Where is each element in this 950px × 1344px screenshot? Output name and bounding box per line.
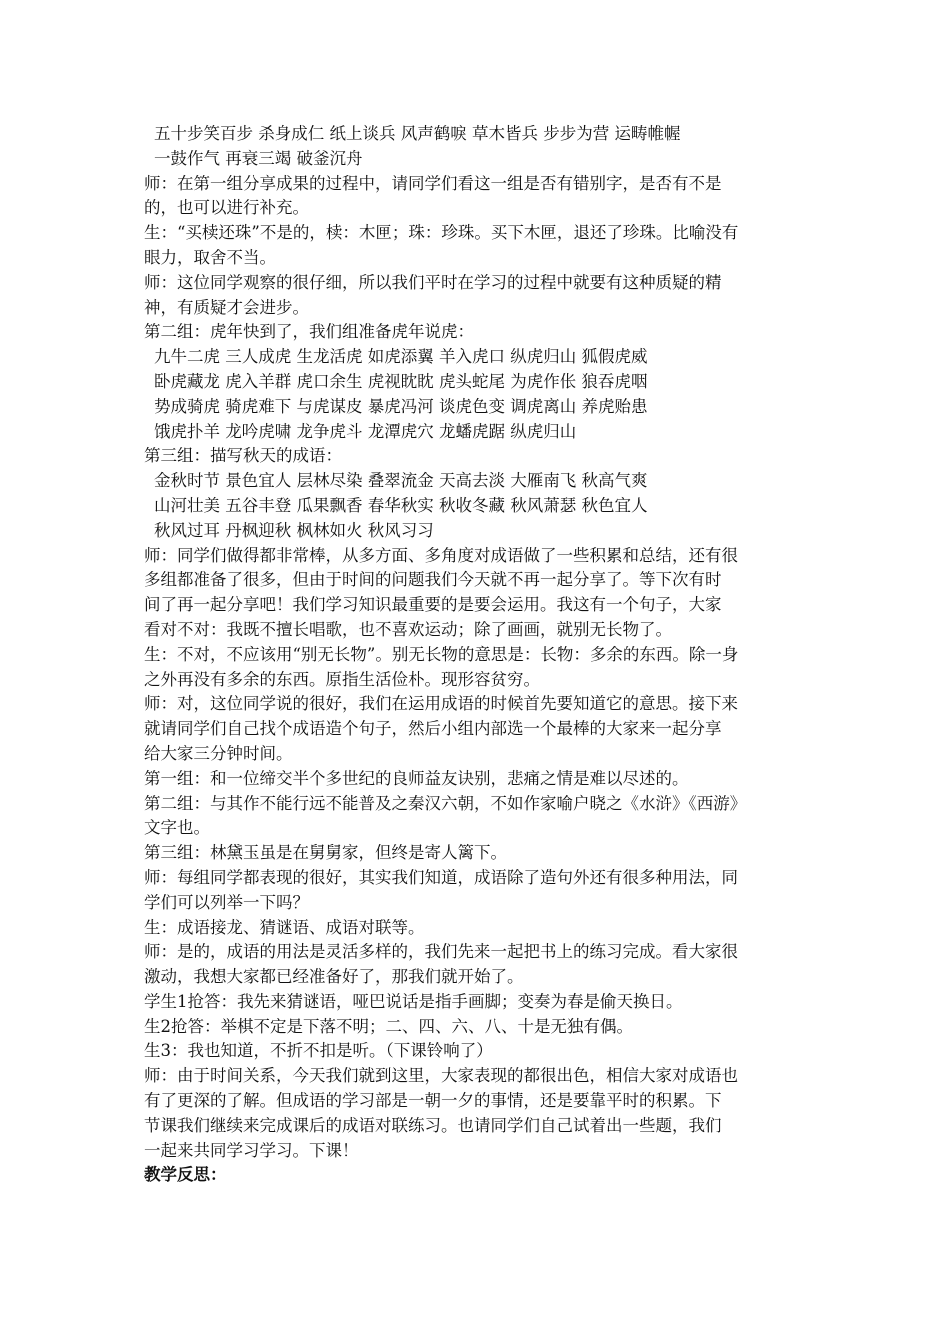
text-line: 看对不对：我既不擅长唱歌，也不喜欢运动；除了画画，就别无长物了。 [144, 619, 672, 639]
text-line: 之外再没有多余的东西。原指生活俭朴。现形容贫穷。 [144, 669, 540, 689]
document-page [144, 122, 810, 1188]
text-line: 多组都准备了很多，但由于时间的问题我们今天就不再一起分享了。等下次有时 [144, 570, 722, 590]
text-line: 卧虎藏龙 虎入羊群 虎口余生 虎视眈眈 虎头蛇尾 为虎作伥 狼吞虎咽 [154, 371, 648, 391]
text-line: 一鼓作气 再衰三竭 破釜沉舟 [154, 148, 363, 168]
text-line: 给大家三分钟时间。 [144, 743, 293, 763]
text-line: 就请同学们自己找个成语造个句子，然后小组内部选一个最棒的大家来一起分享 [144, 719, 722, 739]
text-line: 第三组：描写秋天的成语： [144, 446, 342, 466]
text-line: 师：对，这位同学说的很好，我们在运用成语的时候首先要知道它的意思。接下来 [144, 694, 738, 714]
text-line: 文字也。 [144, 818, 210, 838]
text-line: 师：是的，成语的用法是灵活多样的，我们先来一起把书上的练习完成。看大家很 [144, 942, 738, 962]
text-line: 山河壮美 五谷丰登 瓜果飘香 春华秋实 秋收冬藏 秋风萧瑟 秋色宜人 [154, 495, 648, 515]
text-line: 第三组：林黛玉虽是在舅舅家，但终是寄人篱下。 [144, 843, 507, 863]
text-line: 的，也可以进行补充。 [144, 198, 309, 218]
text-line: 有了更深的了解。但成语的学习部是一朝一夕的事情，还是要靠平时的积累。下 [144, 1091, 722, 1111]
text-line: 五十步笑百步 杀身成仁 纸上谈兵 风声鹤唳 草木皆兵 步步为营 运畴帷幄 [154, 124, 681, 143]
text-line: 节课我们继续来完成课后的成语对联练习。也请同学们自己试着出一些题，我们 [144, 1115, 722, 1135]
text-line: 眼力，取舍不当。 [144, 247, 276, 267]
text-line: 第二组：与其作不能行远不能普及之秦汉六朝，不如作家喻户晓之《水浒》《西游》 [144, 793, 747, 813]
text-line: 生：不对，不应该用“别无长物”。别无长物的意思是：长物：多余的东西。除一身 [144, 644, 739, 664]
text-line: 师：由于时间关系，今天我们就到这里，大家表现的都很出色，相信大家对成语也 [144, 1066, 738, 1086]
text-line: 间了再一起分享吧！我们学习知识最重要的是要会运用。我这有一个句子，大家 [144, 595, 722, 615]
text-line: 激动，我想大家都已经准备好了，那我们就开始了。 [144, 967, 524, 987]
text-line: 生2抢答：举棋不定是下落不明；二、四、六、八、十是无独有偶。 [144, 1016, 633, 1036]
text-line: 生：成语接龙、猜谜语、成语对联等。 [144, 917, 425, 937]
section-heading: 教学反思： [144, 1165, 227, 1185]
text-line: 神，有质疑才会进步。 [144, 297, 309, 317]
text-line: 学们可以列举一下吗？ [144, 892, 309, 912]
text-line: 生：“买椟还珠”不是的，椟：木匣；珠：珍珠。买下木匣，退还了珍珠。比喻没有 [144, 223, 739, 243]
text-line: 生3：我也知道，不折不扣是听。（下课铃响了） [144, 1041, 493, 1061]
text-line: 金秋时节 景色宜人 层林尽染 叠翠流金 天高去淡 大雁南飞 秋高气爽 [154, 471, 648, 491]
text-line: 秋风过耳 丹枫迎秋 枫林如火 秋风习习 [154, 520, 434, 540]
text-line: 九牛二虎 三人成虎 生龙活虎 如虎添翼 羊入虎口 纵虎归山 狐假虎威 [154, 347, 648, 367]
text-line: 学生1抢答：我先来猜谜语，哑巴说话是指手画脚；变奏为春是偷天换日。 [144, 991, 683, 1011]
text-line: 师：同学们做得都非常棒，从多方面、多角度对成语做了一些积累和总结，还有很 [144, 545, 738, 565]
text-line: 师：每组同学都表现的很好，其实我们知道，成语除了造句外还有很多种用法，同 [144, 867, 738, 887]
text-line: 第二组：虎年快到了，我们组准备虎年说虎： [144, 322, 474, 342]
text-line: 师：这位同学观察的很仔细，所以我们平时在学习的过程中就要有这种质疑的精 [144, 272, 722, 292]
text-line: 第一组：和一位缔交半个多世纪的良师益友诀别，悲痛之情是难以尽述的。 [144, 768, 689, 788]
text-line: 饿虎扑羊 龙吟虎啸 龙争虎斗 龙潭虎穴 龙蟠虎踞 纵虎归山 [154, 421, 577, 441]
text-line: 一起来共同学习学习。下课！ [144, 1140, 359, 1160]
text-line: 势成骑虎 骑虎难下 与虎谋皮 暴虎冯河 谈虎色变 调虎离山 养虎贻患 [154, 396, 648, 416]
text-line: 师：在第一组分享成果的过程中，请同学们看这一组是否有错别字，是否有不是 [144, 173, 722, 193]
